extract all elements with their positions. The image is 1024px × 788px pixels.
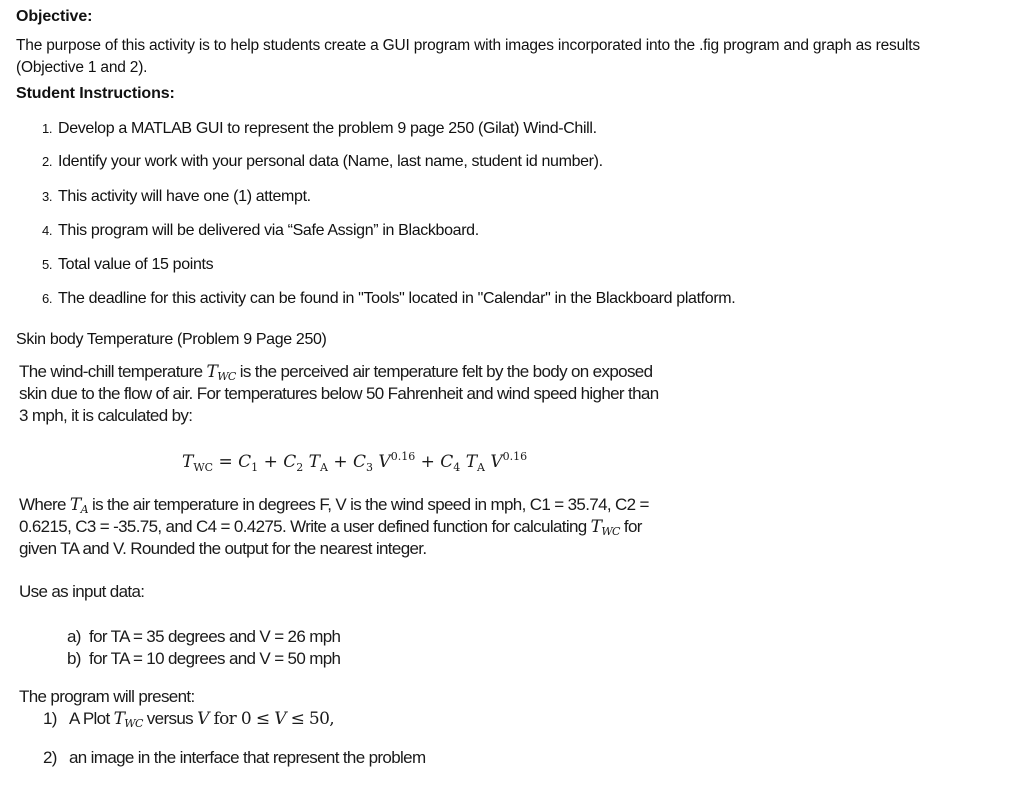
instruction-number: 2. — [42, 154, 53, 169]
instruction-text: The deadline for this activity can be found in "Tools" located in "Calendar" in the Blackboard platform. — [58, 290, 736, 307]
objective-heading: Objective: — [16, 8, 93, 25]
instruction-number: 4. — [42, 223, 53, 238]
input-item-a: a) for TA = 35 degrees and V = 26 mph — [67, 627, 341, 646]
where-line-1: Where $T_A$ is the air temperature in degrees F, V is the wind speed in mph, C1 = 35.74, C2 = — [19, 495, 649, 516]
instruction-item — [42, 120, 597, 138]
instruction-text: This activity will have one (1) attempt. — [58, 188, 311, 205]
present-item-1: 1) A Plot $T_{WC}$ versus V for 0 ≤ V ≤ 50, — [43, 709, 335, 730]
instruction-item — [42, 153, 603, 171]
instruction-text: Develop a MATLAB GUI to represent the problem 9 page 250 (Gilat) Wind-Chill. — [58, 120, 597, 137]
math-twc: $T_{WC}$ — [206, 362, 236, 383]
instruction-item — [42, 290, 735, 308]
intro-text: is the perceived air temperature felt by the body on exposed — [235, 362, 653, 381]
problem-title: Skin body Temperature (Problem 9 Page 250) — [16, 331, 327, 348]
instruction-item — [42, 256, 213, 274]
problem-intro-line-2: skin due to the flow of air. For temperatures below 50 Fahrenheit and wind speed higher than — [19, 384, 659, 403]
instruction-number: 5. — [42, 257, 53, 272]
objective-text-line-1: The purpose of this activity is to help students create a GUI program with images incorporated into the .fig program and graph as results — [16, 37, 920, 54]
instruction-item — [42, 188, 311, 206]
objective-text-line-2: (Objective 1 and 2). — [16, 59, 148, 76]
instruction-text: Total value of 15 points — [58, 256, 214, 273]
input-data-heading: Use as input data: — [19, 582, 145, 601]
present-item-2: 2) an image in the interface that represent the problem — [43, 748, 426, 767]
instruction-item — [42, 222, 479, 240]
where-line-2: 0.6215, C3 = -35.75, and C4 = 0.4275. Write a user defined function for calculating $T_{WC}$ for — [19, 517, 642, 538]
present-heading: The program will present: — [19, 687, 195, 706]
instruction-text: Identify your work with your personal data (Name, last name, student id number). — [58, 153, 603, 170]
instruction-number: 1. — [42, 121, 53, 136]
where-line-3: given TA and V. Rounded the output for the nearest integer. — [19, 539, 427, 558]
instructions-heading: Student Instructions: — [16, 85, 175, 102]
instruction-number: 6. — [42, 291, 53, 306]
instruction-number: 3. — [42, 189, 53, 204]
input-item-b: b) for TA = 10 degrees and V = 50 mph — [67, 649, 341, 668]
instruction-text: This program will be delivered via “Safe Assign” in Blackboard. — [58, 222, 479, 239]
wind-chill-formula: $T_{WC} = C_1 + C_2$ $T_A + C_3$ $V^{0.16} + C_4$ $T_A$ $V^{0.16}$ — [182, 450, 528, 474]
intro-text: The wind-chill temperature — [19, 362, 207, 381]
problem-intro-line-3: 3 mph, it is calculated by: — [19, 406, 193, 425]
